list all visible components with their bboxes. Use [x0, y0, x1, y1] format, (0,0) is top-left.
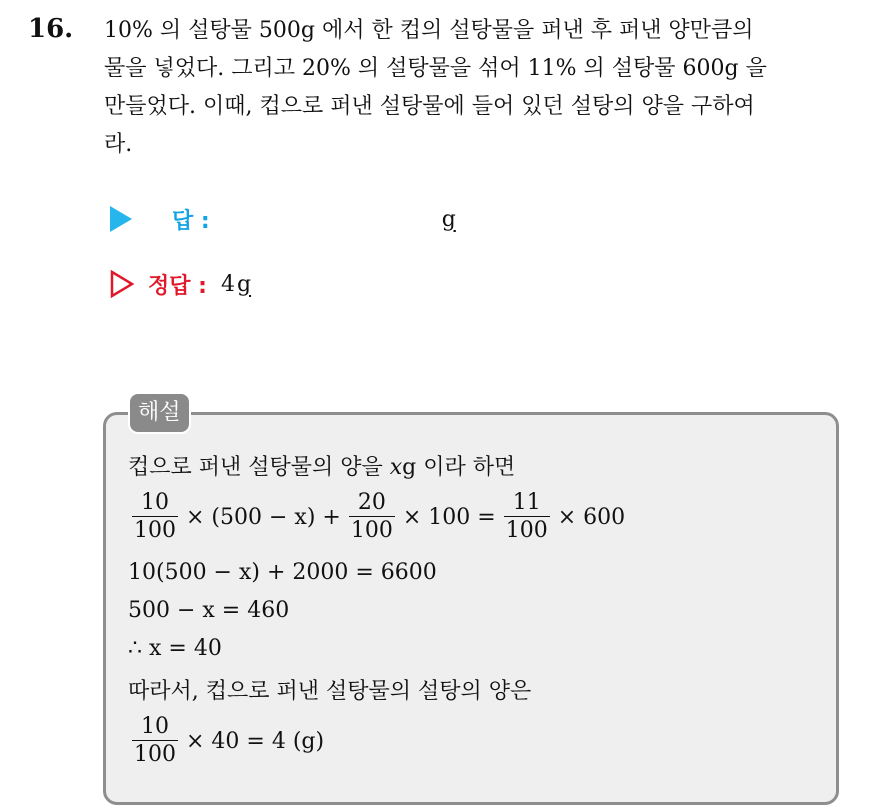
fraction: $\frac{11}{100}$: [505, 490, 548, 543]
question-line-3: 만들었다. 이때, 컵으로 퍼낸 설탕물에 들어 있던 설탕의 양을 구하여: [104, 94, 755, 119]
eq5-term: × 40 = 4 (g): [186, 729, 325, 754]
correct-label: 정답 :: [148, 273, 207, 299]
play-outline-icon: [110, 270, 134, 298]
solution-tag: 해설: [128, 392, 191, 434]
question-number: 16.: [28, 14, 74, 44]
answer-unit: g: [441, 206, 456, 232]
correct-unit: g: [236, 271, 252, 297]
solution-conclusion: 따라서, 컵으로 퍼낸 설탕물의 설탕의 양은: [128, 679, 532, 704]
fraction: $\frac{10}{100}$: [134, 490, 176, 543]
correct-value: 4: [220, 271, 235, 297]
equation-4: ∴ x = 40: [128, 636, 222, 661]
equation-1: [128, 490, 629, 545]
eq1-term: × 600: [557, 505, 626, 530]
equation-3: 500 − x = 460: [128, 598, 290, 623]
question-line-4: 라.: [104, 132, 133, 157]
fraction: $\frac{20}{100}$: [350, 490, 393, 543]
solution-intro: [128, 450, 515, 481]
equation-5: [128, 714, 328, 769]
answer-label: 답 :: [172, 208, 210, 234]
intro-text: 컵으로 퍼낸 설탕물의 양을: [128, 455, 390, 480]
play-filled-icon: [110, 206, 132, 232]
intro-variable: x: [389, 455, 403, 480]
intro-text-end: g 이라 하면: [402, 455, 516, 480]
equation-2: 10(500 − x) + 2000 = 6600: [128, 560, 437, 585]
eq1-term: × (500 − x) +: [186, 505, 341, 530]
eq1-term: × 100 =: [402, 505, 496, 530]
question-line-2: 물을 넣었다. 그리고 20% 의 설탕물을 섞어 11% 의 설탕물 600g 을: [104, 56, 767, 81]
question-line-1: 10% 의 설탕물 500g 에서 한 컵의 설탕물을 퍼낸 후 퍼낸 양만큼의: [104, 18, 754, 43]
correct-answer-row: [110, 266, 251, 302]
question-text: [104, 12, 864, 164]
answer-row: [110, 201, 456, 237]
fraction: $\frac{10}{100}$: [134, 714, 176, 767]
